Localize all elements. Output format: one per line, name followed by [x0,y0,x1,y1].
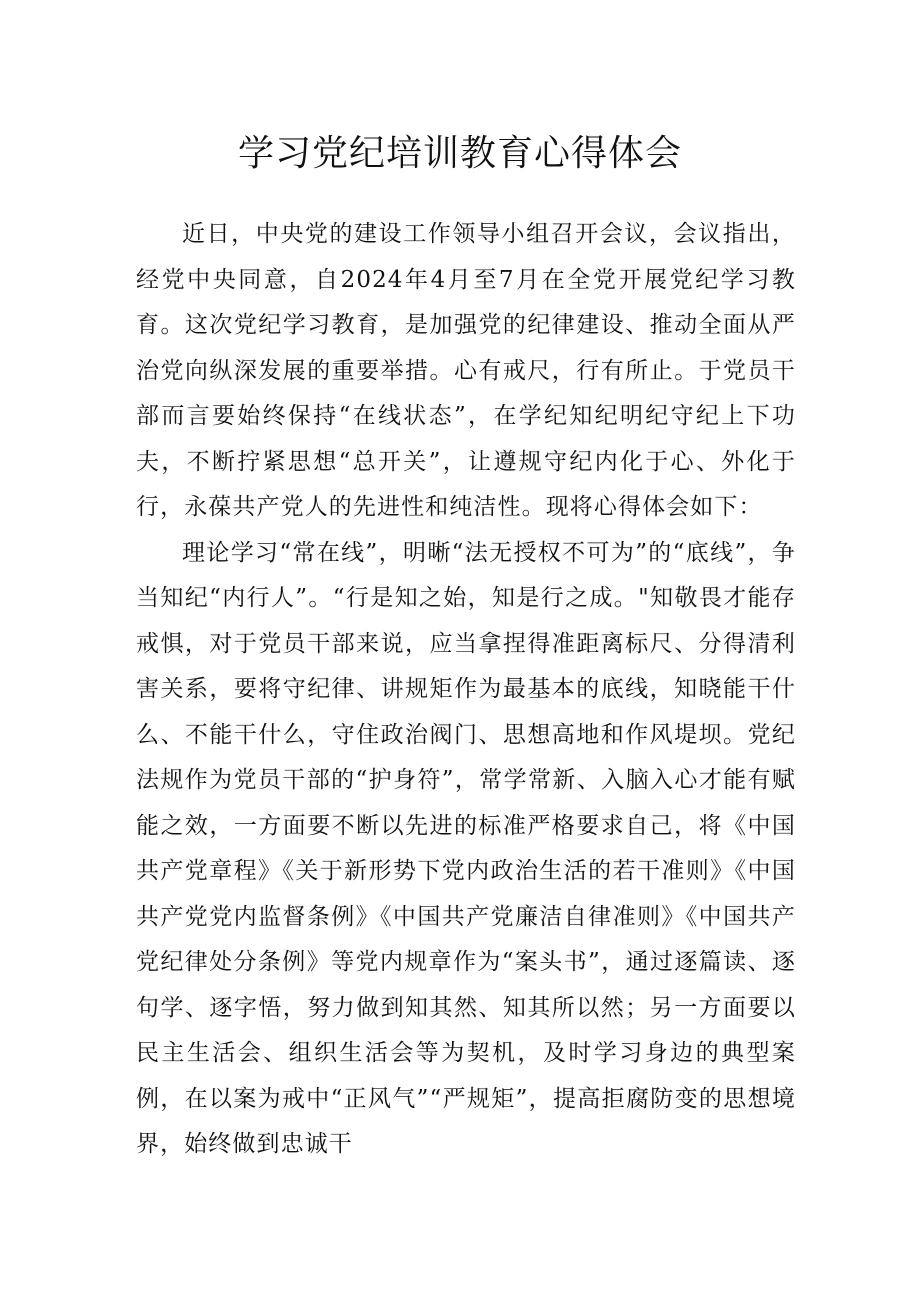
document-body [136,212,796,1168]
paragraph-intro: 近日，中央党的建设工作领导小组召开会议，会议指出，经党中央同意，自2024年4月至7月在全党开展党纪学习教育。这次党纪学习教育，是加强党的纪律建设、推动全面从严治党向纵深发展的重要举措。心有戒尺，行有所止。于党员干部而言要始终保持“在线状态”，在学纪知纪明纪守纪上下功夫，不断拧紧思想“总开关”，让遵规守纪内化于心、外化于行，永葆共产党人的先进性和纯洁性。现将心得体会如下： [136,221,796,520]
document-title: 学习党纪培训教育心得体会 [237,133,682,175]
paragraph-theory-study: 理论学习“常在线”，明晰“法无授权不可为”的“底线”，争当知纪“内行人”。“行是知之始，知是行之成。"知敬畏才能存戒惧，对于党员干部来说，应当拿捏得准距离标尺、分得清利害关系，要将守纪律、讲规矩作为最基本的底线，知晓能干什么、不能干什么，守住政治阀门、思想高地和作风堤坝。党纪法规作为党员干部的“护身符”，常学常新、入脑入心才能有赋能之效，一方面要不断以先进的标准严格要求自己，将《中国共产党章程》《关于新形势下党内政治生活的若干准则》《中国共产党党内监督条例》《中国共产党廉洁自律准则》《中国共产党纪律处分条例》等党内规章作为“案头书”，通过逐篇读、逐句学、逐字悟，努力做到知其然、知其所以然；另一方面要以民主生活会、组织生活会等为契机，及时学习身边的典型案例，在以案为戒中“正风气”“严规矩”，提高拒腐防变的思想境界，始终做到忠诚干 [136,539,796,1157]
